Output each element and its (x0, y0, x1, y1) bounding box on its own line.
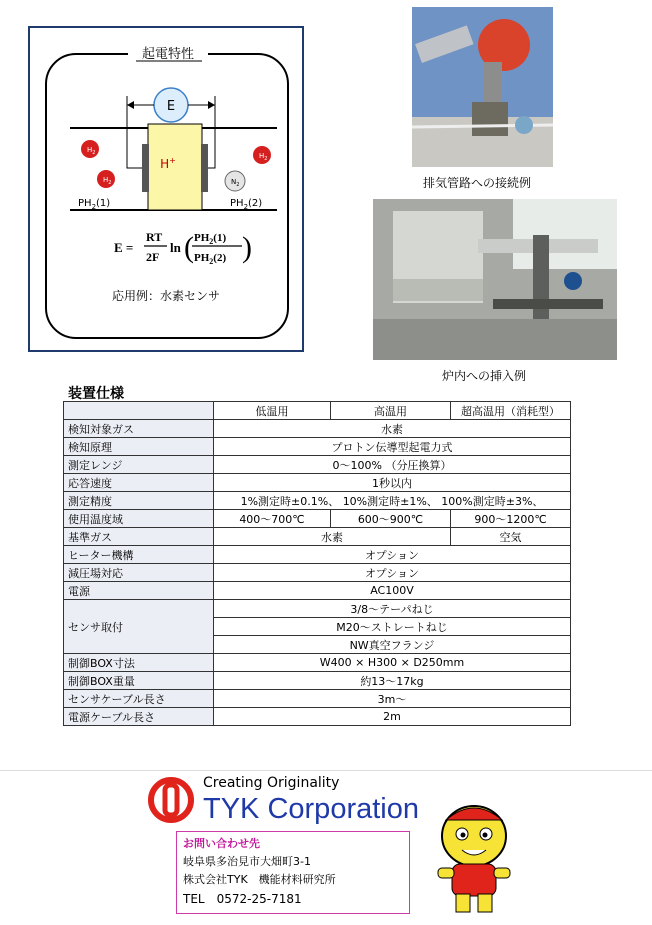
table-row: ヒーター機構 オプション (64, 546, 571, 564)
table-row: M20～ストレートねじ (64, 618, 571, 636)
svg-text:H+: H+ (160, 156, 176, 171)
contact-tel: TEL 0572-25-7181 (183, 892, 302, 906)
svg-text:E: E (166, 99, 176, 114)
table-row: 基準ガス 水素 空気 (64, 528, 571, 546)
application-label: 応用例：水素センサ (111, 289, 221, 303)
exhaust-photo-image (412, 7, 553, 167)
svg-text:(: ( (184, 231, 194, 264)
table-row: 減圧場対応 オプション (64, 564, 571, 582)
svg-text:2F: 2F (146, 250, 160, 264)
h2-molecule-3 (253, 146, 271, 164)
spec-title: 装置仕様 (68, 386, 124, 402)
footer-divider (0, 770, 652, 771)
diagram-svg (30, 28, 302, 350)
contact-box (176, 831, 410, 914)
ph2-right-label: $PH_2(2)$ (230, 198, 263, 211)
table-header-row (64, 402, 571, 420)
table-row: 応答速度 1秒以内 (64, 474, 571, 492)
svg-text:H2: $H_2$ (103, 176, 112, 186)
header-high: 高温用 (331, 402, 451, 420)
table-row: 検知原理 プロトン伝導型起電力式 (64, 438, 571, 456)
nernst-formula (114, 230, 252, 266)
svg-text:PH2(1): $PH_2(1)$ (194, 232, 227, 246)
contact-title: お問い合わせ先 (183, 837, 260, 850)
table-row: センサケーブル長さ 3m～ (64, 690, 571, 708)
table-row: 電源 AC100V (64, 582, 571, 600)
svg-text:RT: RT (146, 230, 163, 244)
table-row: 測定精度 1%測定時±0.1%、 10%測定時±1%、 100%測定時±3%、 (64, 492, 571, 510)
svg-text:PH2(2): $PH_2(2)$ (194, 252, 227, 266)
h2-molecule-1 (81, 140, 99, 158)
ph2-left-label: $PH_2(1)$ (78, 198, 111, 211)
table-row: 使用温度域 400～700℃ 600～900℃ 900～1200℃ (64, 510, 571, 528)
tiger-mascot-icon (432, 798, 516, 920)
principle-diagram (28, 26, 304, 352)
company-name: TYK Corporation (203, 793, 419, 825)
exhaust-caption: 排気管路への接続例 (423, 176, 532, 190)
furnace-photo (373, 199, 617, 360)
table-row: センサ取付 3/8～テーパねじ (64, 600, 571, 618)
table-row: 制御BOX重量 約13～17kg (64, 672, 571, 690)
contact-lab: 株式会社TYK 機能材料研究所 (183, 873, 336, 886)
svg-text:ln: ln (170, 240, 181, 255)
table-row: 電源ケーブル長さ 2m (64, 708, 571, 726)
diagram-title: 起電特性 (141, 47, 195, 62)
header-low: 低温用 (214, 402, 331, 420)
contact-address: 岐阜県多治見市大畑町3-1 (183, 855, 311, 868)
slogan: Creating Originality (203, 775, 340, 791)
header-ultra: 超高温用（消耗型） (451, 402, 571, 420)
n2-molecule (225, 171, 245, 191)
furnace-photo-image (373, 199, 617, 360)
table-row: NW真空フランジ (64, 636, 571, 654)
svg-text:E =: E = (114, 240, 134, 255)
svg-text:H2: $H_2$ (259, 152, 268, 162)
svg-text:H2: $H_2$ (87, 146, 96, 156)
h2-molecule-2 (97, 170, 115, 188)
tyk-logo-icon (148, 777, 194, 827)
table-row: 測定レンジ 0～100% （分圧換算） (64, 456, 571, 474)
table-row: 検知対象ガス 水素 (64, 420, 571, 438)
svg-text:): ) (242, 231, 252, 264)
furnace-caption: 炉内への挿入例 (442, 369, 527, 383)
exhaust-photo (412, 7, 553, 167)
electrolyte (148, 124, 202, 210)
spec-table (63, 401, 571, 726)
table-row: 制御BOX寸法 W400 × H300 × D250mm (64, 654, 571, 672)
svg-text:N2: $N_2$ (231, 178, 240, 188)
